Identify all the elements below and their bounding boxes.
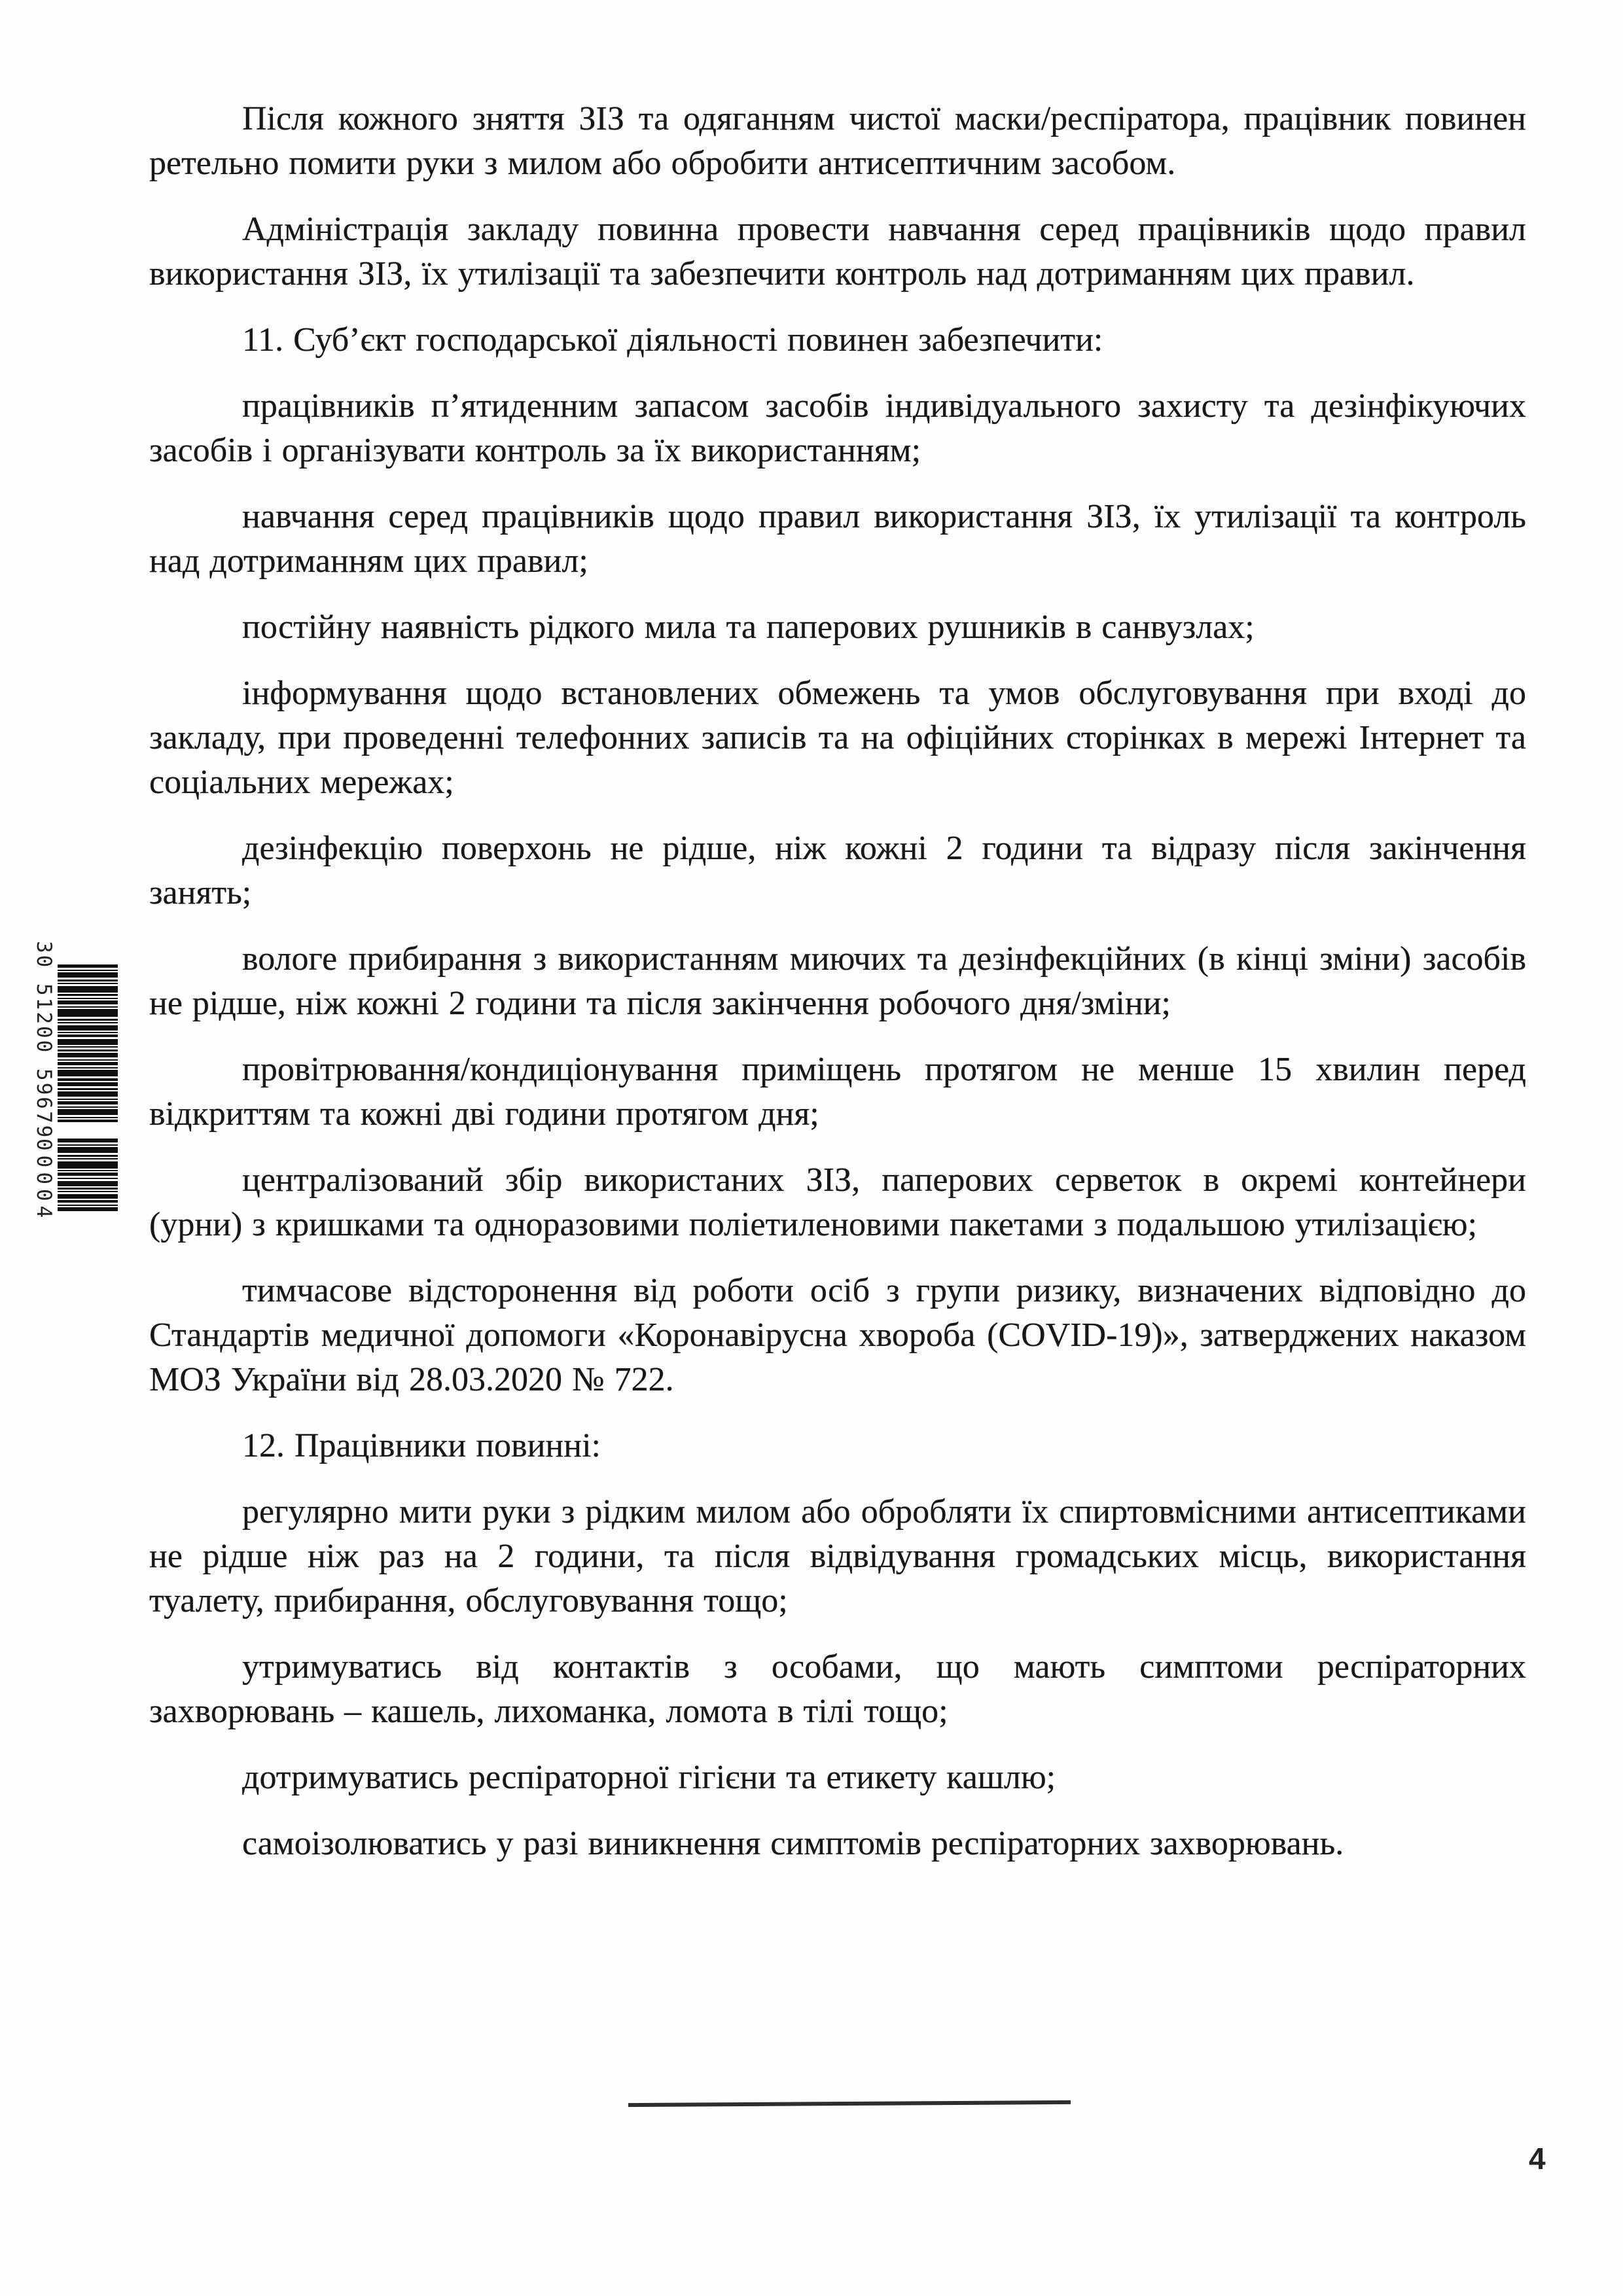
barcode-bar: [58, 964, 118, 968]
barcode-bar: [58, 983, 118, 984]
section-11-heading: 11. Суб’єкт господарської діяльності повинен забезпечити:: [242, 321, 1103, 359]
paragraph-avoid-contacts: утримуватись від контактів з особами, що мають симптоми респіраторних захворювань – кашель, лихоманка, ломота в тілі тощо;: [149, 1648, 1526, 1730]
barcode-bar: [58, 1032, 118, 1033]
paragraph-ppe-stock: працівників п’ятиденним запасом засобів індивідуального захисту та дезінфікуючих засобів і організувати контроль за їх використанням;: [149, 387, 1526, 469]
barcode-bar: [58, 1088, 118, 1090]
barcode-bar: [58, 1099, 118, 1100]
barcode-bar: [58, 1078, 118, 1081]
barcode-bar: [58, 1161, 118, 1169]
paragraph-hand-washing: регулярно мити руки з рідким милом або обробляти їх спиртовмісними антисептиками не рідше ніж раз на 2 години, та після відвідування громадських місць, використання туалету, прибирання, обслуговування тощо;: [149, 1493, 1526, 1619]
barcode-bar: [58, 1205, 118, 1206]
paragraph-waste-collection: централізований збір використаних ЗІЗ, паперових серветок в окремі контейнери (урни) з кришками та одноразовими поліетиленовими пакетами з подальшою утилізацією;: [149, 1161, 1526, 1243]
barcode-bar: [58, 1155, 118, 1157]
barcode-bar: [58, 1053, 118, 1057]
barcode-bar: [58, 1200, 118, 1203]
barcode-lower: [32, 1139, 118, 1223]
paragraph-ppe-removal: Після кожного зняття ЗІЗ та одяганням чистої маски/респіратора, працівник повинен ретельно помити руки з милом або обробити антисептичним засобом.: [149, 100, 1526, 182]
barcode-bar: [58, 1147, 118, 1153]
paragraph-soap-towels: постійну наявність рідкого мила та паперових рушників в санвузлах;: [242, 609, 1255, 646]
barcode-bar: [58, 1181, 118, 1186]
barcode-upper-number: 30 51200 59679: [32, 941, 56, 1140]
section-12-heading: 12. Працівники повинні:: [242, 1427, 601, 1464]
page-number: 4: [1529, 2142, 1546, 2176]
paragraph-training: навчання серед працівників щодо правил використання ЗІЗ, їх утилізації та контроль над дотриманням цих правил;: [149, 498, 1526, 580]
barcode-lower-number: 00004: [32, 1139, 56, 1223]
barcode-bar: [58, 1101, 118, 1104]
barcode-bar: [58, 1009, 118, 1017]
barcode-bar: [58, 980, 118, 981]
barcode-bar: [58, 1025, 118, 1031]
signature-divider-line: [628, 2100, 1071, 2107]
barcode-bar: [58, 1120, 118, 1122]
document-body: [149, 97, 1526, 1888]
barcode-bar: [58, 1034, 118, 1037]
barcode-bar: [58, 1039, 118, 1045]
barcode-bar: [58, 1178, 118, 1179]
barcode-bar: [58, 970, 118, 971]
paragraph-disinfection: дезінфекцію поверхонь не рідше, ніж кожні 2 години та відразу після закінчення занять;: [149, 830, 1526, 911]
paragraph-wet-cleaning: вологе прибирання з використанням миючих та дезінфекційних (в кінці зміни) засобів не рідше, ніж кожні 2 години та після закінчення робочого дня/зміни;: [149, 940, 1526, 1022]
barcode-bar: [58, 972, 118, 978]
barcode-bar: [58, 1000, 118, 1004]
barcode-bar: [58, 986, 118, 993]
barcode-bar: [58, 998, 118, 999]
barcode-bar: [58, 1006, 118, 1008]
paragraph-self-isolation: самоізолюватись у разі виникнення симптомів респіраторних захворювань.: [242, 1825, 1344, 1862]
paragraph-ventilation: провітрювання/кондиціонування приміщень протягом не менше 15 хвилин перед відкриттям та кожні дві години протягом дня;: [149, 1051, 1526, 1133]
barcode-bar: [58, 1050, 118, 1051]
barcode-bar: [58, 1022, 118, 1023]
barcode-bar: [58, 1170, 118, 1171]
barcode-bar: [58, 1194, 118, 1199]
paragraph-respiratory-hygiene: дотримуватись респіраторної гігієни та етикету кашлю;: [242, 1759, 1056, 1796]
barcode-bar: [58, 1173, 118, 1176]
barcode-bar: [58, 1139, 118, 1142]
paragraph-administration: Адміністрація закладу повинна провести навчання серед працівників щодо правил використання ЗІЗ, їх утилізації та забезпечити контроль над дотриманням цих правил.: [149, 211, 1526, 292]
barcode-bar: [58, 1158, 118, 1159]
barcode-bar: [58, 1062, 118, 1065]
barcode-bar: [58, 1091, 118, 1097]
barcode-bar: [58, 1019, 118, 1021]
barcode-bar: [58, 1082, 118, 1086]
barcode-upper: [32, 941, 118, 1140]
paragraph-risk-groups: тимчасове відсторонення від роботи осіб з групи ризику, визначених відповідно до Стандартів медичної допомоги «Коронавірусна хвороба (COVID-19)», затверджених наказом МОЗ України від 28.03.2020 № 722.: [149, 1272, 1526, 1398]
barcode-bar: [58, 1059, 118, 1061]
barcode-bar: [58, 1070, 118, 1076]
barcode-bar: [58, 1067, 118, 1069]
barcode-bar: [58, 1046, 118, 1048]
barcode-bar: [58, 1106, 118, 1108]
barcode-bar: [58, 1144, 118, 1146]
barcode-lower-bars: [58, 1139, 118, 1213]
paragraph-information: інформування щодо встановлених обмежень та умов обслуговування при вході до закладу, при проведенні телефонних записів та на офіційних сторінках в мережі Інтернет та соціальних мережах;: [149, 675, 1526, 801]
barcode-bar: [58, 1188, 118, 1190]
barcode-upper-bars: [58, 941, 118, 1125]
barcode-bar: [58, 994, 118, 996]
barcode-bar: [58, 1117, 118, 1118]
barcode-bar: [58, 1207, 118, 1211]
barcode-bar: [58, 1191, 118, 1192]
barcode-bar: [58, 1109, 118, 1115]
